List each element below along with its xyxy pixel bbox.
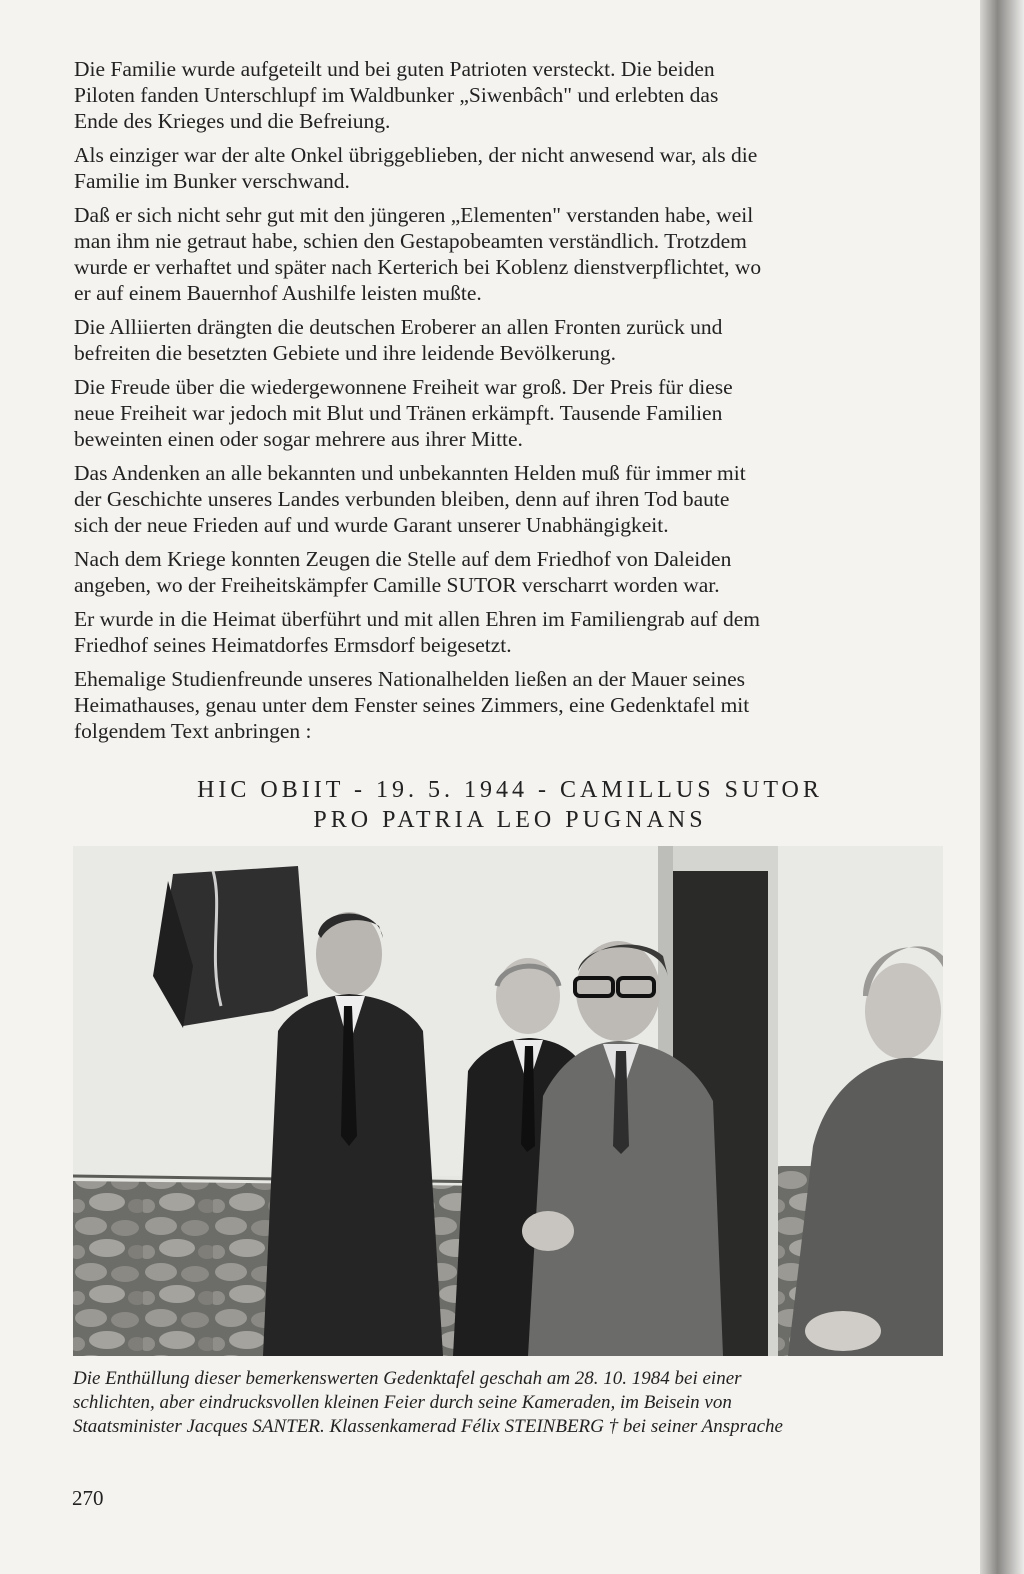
paragraph-2: Als einziger war der alte Onkel übriggeblieben, der nicht anwesend war, als die Familie im Bunker verschwand. [74,143,758,193]
paragraph-1: Die Familie wurde aufgeteilt und bei guten Patrioten versteckt. Die beiden Piloten fanden Unterschlupf im Waldbunker „Siwenbâch" und erlebten das Ende des Krieges und die Befreiung. [74,57,719,133]
ceremony-photo [73,846,943,1356]
paragraph-4: Die Alliierten drängten die deutschen Eroberer an allen Fronten zurück und befreiten die besetzten Gebiete und ihre leidende Bevölkerung. [74,315,723,365]
ceremony-photo-illustration [73,846,943,1356]
page-number: 270 [72,1486,104,1510]
body-text [74,56,958,752]
memorial-inscription [74,775,946,835]
paragraph-9: Ehemalige Studienfreunde unseres Nationalhelden ließen an der Mauer seines Heimathauses, genau unter dem Fenster seines Zimmers, eine Gedenktafel mit folgendem Text anbringen : [74,667,750,743]
paragraph-6: Das Andenken an alle bekannten und unbekannten Helden muß für immer mit der Geschichte unseres Landes verbunden bleiben, denn auf ihren Tod baute sich der neue Frieden auf und wurde Garant unserer Unabhängigkeit. [74,461,746,537]
book-gutter-shadow [980,0,1024,1574]
paragraph-5: Die Freude über die wiedergewonnene Freiheit war groß. Der Preis für diese neue Freiheit war jedoch mit Blut und Tränen erkämpft. Tausende Familien beweinten einen oder sogar mehrere aus ihrer Mitte. [74,375,733,451]
paragraph-7: Nach dem Kriege konnten Zeugen die Stelle auf dem Friedhof von Daleiden angeben, wo der Freiheitskämpfer Camille SUTOR verscharrt worden war. [74,547,732,597]
photo-caption: Die Enthüllung dieser bemerkenswerten Gedenktafel geschah am 28. 10. 1984 bei einer schlichten, aber eindrucksvollen kleinen Feier durch seine Kameraden, im Beisein von Staatsminister Jacques SANTER. Klassenkamerad Félix STEINBERG † bei seiner Ansprache [73,1368,783,1437]
inscription-line-2: PRO PATRIA LEO PUGNANS [313,807,707,833]
paragraph-3: Daß er sich nicht sehr gut mit den jüngeren „Elementen" verstanden habe, weil man ihm nie getraut habe, schien den Gestapobeamten verständlich. Trotzdem wurde er verhaftet und später nach Kerterich bei Koblenz dienstverpflichtet, wo er auf einem Bauernhof Aushilfe leisten mußte. [74,203,762,305]
paragraph-8: Er wurde in die Heimat überführt und mit allen Ehren im Familiengrab auf dem Friedhof seines Heimatdorfes Ermsdorf beigesetzt. [74,607,761,657]
inscription-line-1: HIC OBIIT - 19. 5. 1944 - CAMILLUS SUTOR [197,777,823,803]
